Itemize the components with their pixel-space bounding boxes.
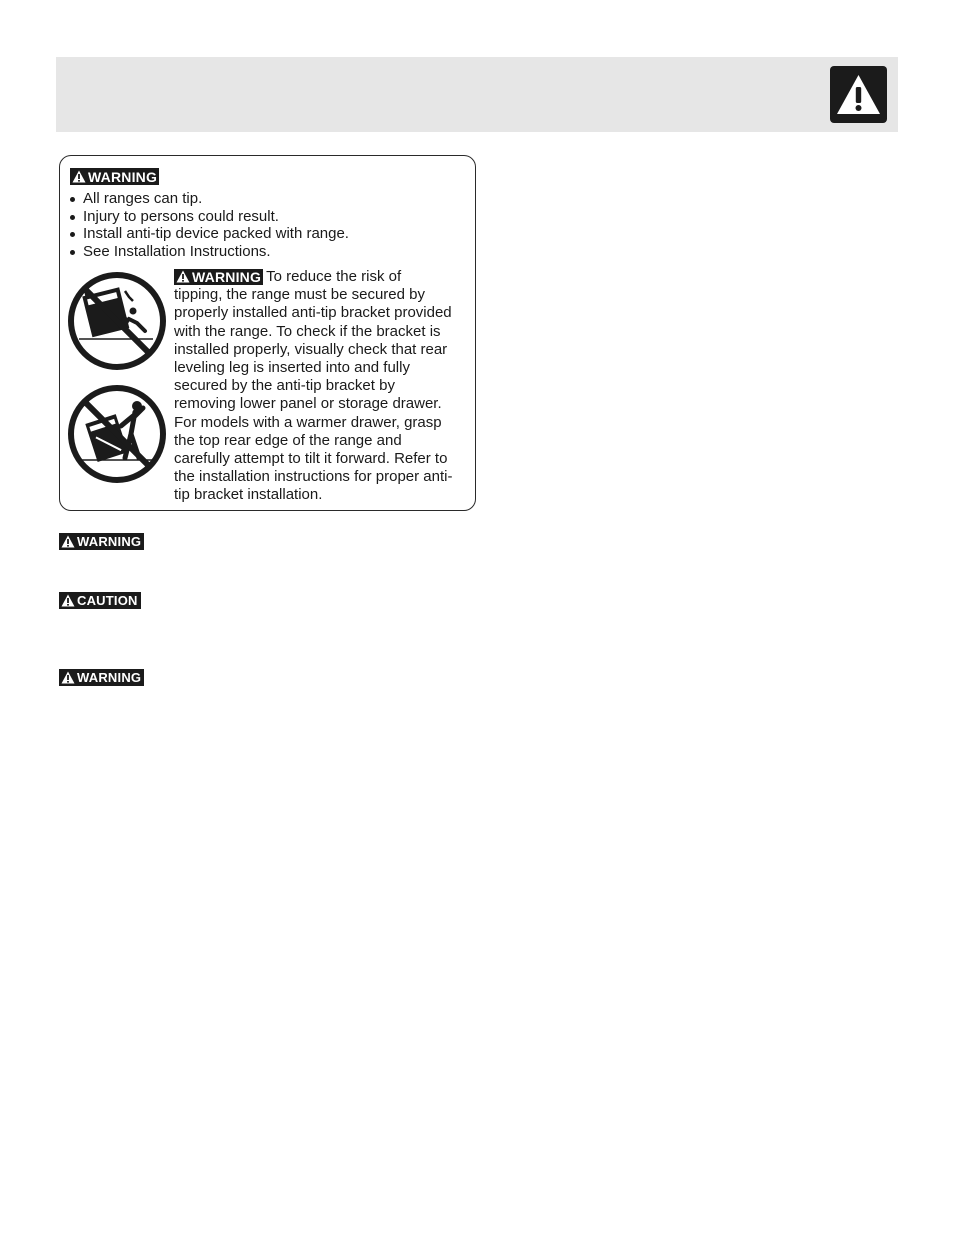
warning-triangle-icon xyxy=(176,270,190,283)
warning-triangle-icon xyxy=(72,170,86,183)
paragraph-line: removing lower panel or storage drawer. xyxy=(174,395,442,413)
label-text: CAUTION xyxy=(77,593,138,608)
warning-badge xyxy=(70,168,159,185)
paragraph-line: the top rear edge of the range and xyxy=(174,431,402,449)
warning-label-badge xyxy=(59,669,144,686)
warning-triangle-icon xyxy=(830,66,887,123)
list-item: Install anti-tip device packed with range. xyxy=(69,225,349,243)
warning-badge-label: WARNING xyxy=(88,168,158,185)
list-item: Injury to persons could result. xyxy=(69,208,349,226)
tip-over-warning-box xyxy=(59,155,476,511)
list-item: See Installation Instructions. xyxy=(69,243,349,261)
warning-triangle-icon xyxy=(61,594,75,607)
warning-triangle-icon xyxy=(61,535,75,548)
label-text: WARNING xyxy=(77,534,142,549)
warning-bullet-list xyxy=(69,190,349,260)
paragraph-line: the installation instructions for proper anti- xyxy=(174,468,453,486)
paragraph-line: carefully attempt to tilt it forward. Refer to xyxy=(174,450,448,468)
paragraph-line: properly installed anti-tip bracket provided xyxy=(174,304,452,322)
paragraph-line: tip bracket installation. xyxy=(174,486,323,504)
warning-badge xyxy=(174,269,263,285)
list-item: All ranges can tip. xyxy=(69,190,349,208)
warning-triangle-icon xyxy=(61,671,75,684)
paragraph-line: installed properly, visually check that rear xyxy=(174,340,448,358)
person-tipping-range-prohibited-icon xyxy=(67,384,167,484)
label-text: WARNING xyxy=(77,670,142,685)
paragraph-line: leveling leg is inserted into and fully xyxy=(174,359,410,377)
paragraph-line: tipping, the range must be secured by xyxy=(174,286,425,304)
paragraph-text: To reduce the risk of xyxy=(266,268,402,285)
paragraph-line xyxy=(174,268,472,286)
warning-badge-label: WARNING xyxy=(192,268,262,285)
paragraph-line: secured by the anti-tip bracket by xyxy=(174,377,395,395)
paragraph-line: For models with a warmer drawer, grasp xyxy=(174,413,442,431)
header-band xyxy=(56,57,898,132)
caution-label-badge xyxy=(59,592,141,609)
paragraph-line: with the range. To check if the bracket is xyxy=(174,322,441,340)
anti-tip-instructions xyxy=(174,268,472,505)
range-tipping-prohibited-icon xyxy=(67,271,167,371)
warning-label-badge xyxy=(59,533,144,550)
